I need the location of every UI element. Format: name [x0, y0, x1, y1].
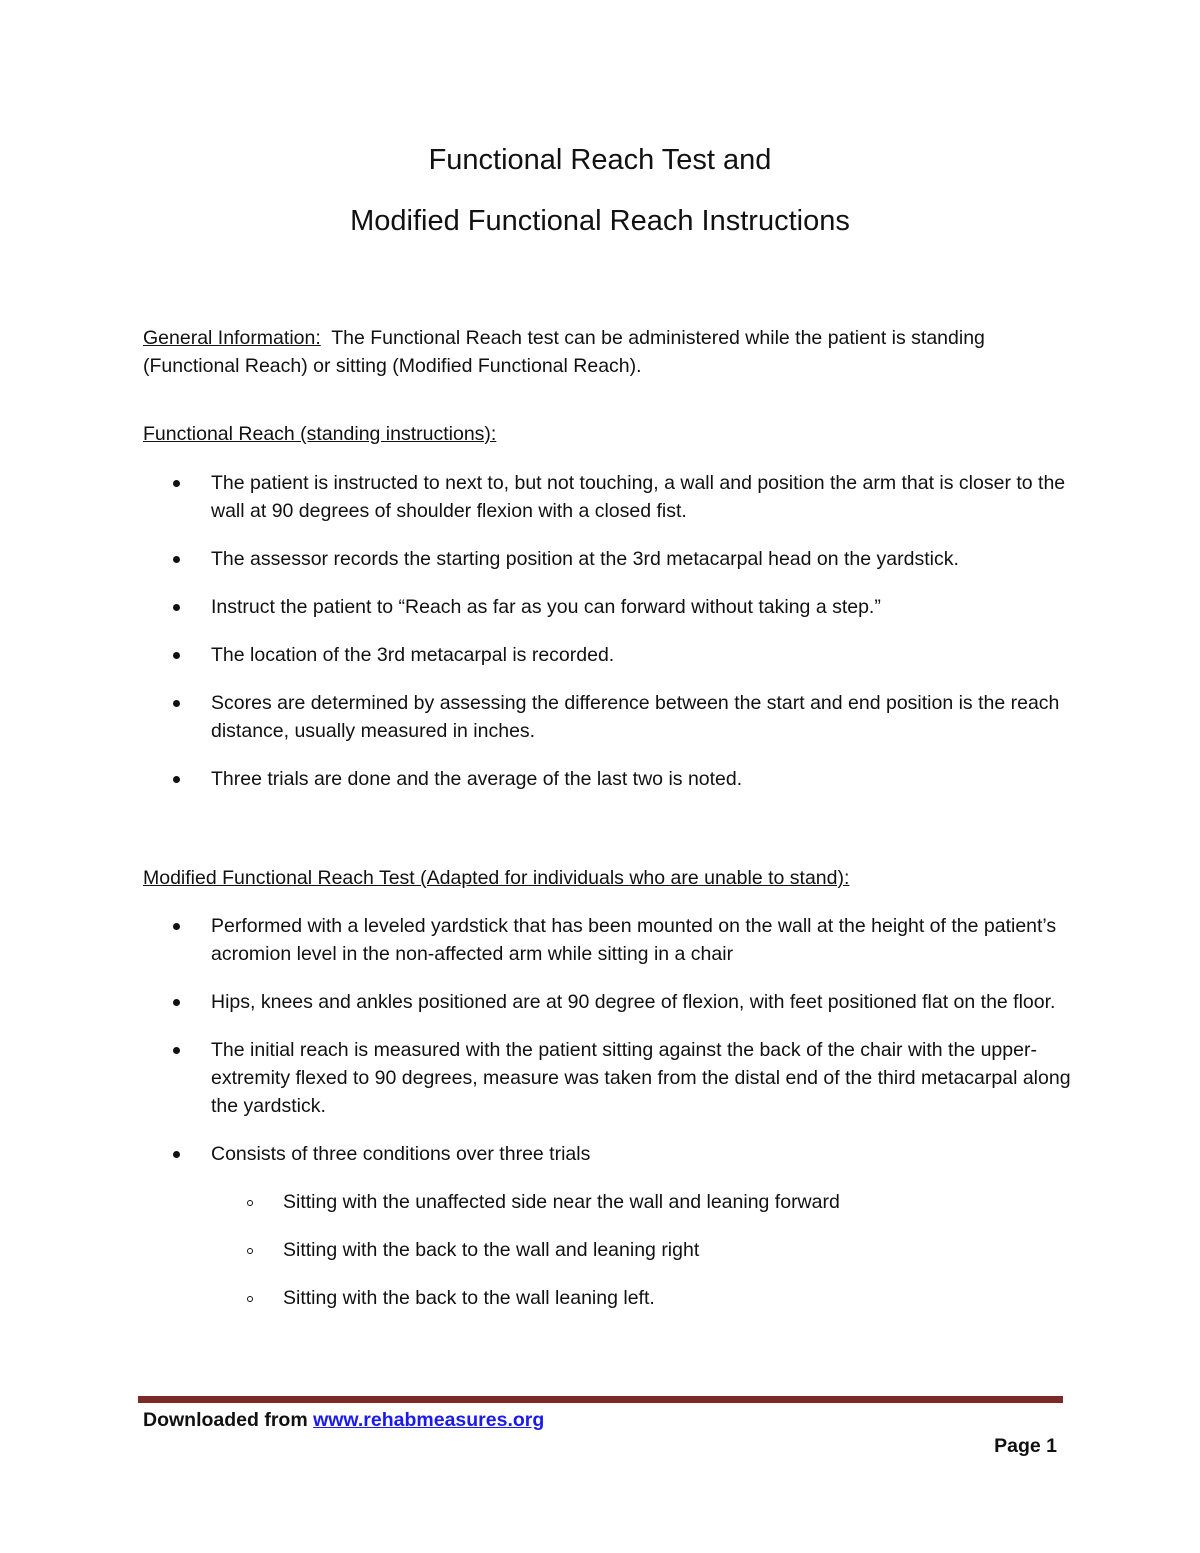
list-item-text: Hips, knees and ankles positioned are at 90 degree of flexion, with feet positioned flat on the floor.: [211, 991, 1056, 1013]
list-item-text: The location of the 3rd metacarpal is recorded.: [211, 644, 615, 666]
bullet-icon: [173, 999, 180, 1006]
sublist-item-text: Sitting with the unaffected side near the wall and leaning forward: [283, 1191, 840, 1213]
sublist-item: [211, 1236, 1080, 1264]
hollow-bullet-icon: [247, 1296, 253, 1302]
list-item-text: The assessor records the starting position at the 3rd metacarpal head on the yardstick.: [211, 548, 959, 570]
document-title-line-2: Modified Functional Reach Instructions: [350, 205, 850, 237]
list-item: [0, 765, 1200, 793]
bullet-icon: [173, 556, 180, 563]
list-item-text: The patient is instructed to next to, but not touching, a wall and position the arm that is closer to the wall at 90 degrees of shoulder flexion with a closed fist.: [211, 472, 1066, 522]
sublist-item: [211, 1284, 1080, 1312]
conditions-sublist: [211, 1188, 1080, 1312]
list-item: [0, 1140, 1200, 1312]
rehabmeasures-link[interactable]: www.rehabmeasures.org: [313, 1409, 545, 1431]
list-item-text: Performed with a leveled yardstick that has been mounted on the wall at the height of the patient’s acromion level in the non-affected arm while sitting in a chair: [211, 915, 1057, 965]
modified-instructions-list: [0, 912, 1200, 1332]
footer-downloaded: [143, 1407, 544, 1433]
bullet-icon: [173, 1151, 180, 1158]
hollow-bullet-icon: [247, 1248, 253, 1254]
general-information-paragraph: [143, 324, 1043, 380]
list-item: [0, 545, 1200, 573]
list-item: [0, 912, 1200, 968]
list-item-text: Three trials are done and the average of the last two is noted.: [211, 768, 743, 790]
list-item-text: Consists of three conditions over three trials: [211, 1143, 591, 1165]
sublist-item-text: Sitting with the back to the wall and leaning right: [283, 1239, 700, 1261]
general-information-text: The Functional Reach test can be administered while the patient is standing (Functional Reach) or sitting (Modified Functional Reach).: [143, 327, 991, 377]
list-item: [0, 689, 1200, 745]
sublist-item-text: Sitting with the back to the wall leaning left.: [283, 1287, 655, 1309]
list-item-text: Instruct the patient to “Reach as far as you can forward without taking a step.”: [211, 596, 881, 618]
list-item: [0, 988, 1200, 1016]
sublist-item: [211, 1188, 1080, 1216]
hollow-bullet-icon: [247, 1200, 253, 1206]
list-item: [0, 593, 1200, 621]
list-item-text: Scores are determined by assessing the difference between the start and end position is the reach distance, usually measured in inches.: [211, 692, 1060, 742]
footer-downloaded-label: Downloaded from: [143, 1409, 314, 1431]
bullet-icon: [173, 923, 180, 930]
footer-divider: [138, 1396, 1063, 1403]
bullet-icon: [173, 604, 180, 611]
standing-instructions-heading: Functional Reach (standing instructions):: [143, 423, 497, 445]
list-item: [0, 641, 1200, 669]
list-item: [0, 1036, 1200, 1120]
general-information-label: General Information:: [143, 327, 321, 349]
page-number: Page 1: [994, 1435, 1057, 1457]
bullet-icon: [173, 480, 180, 487]
list-item: [0, 469, 1200, 525]
bullet-icon: [173, 1047, 180, 1054]
modified-test-heading: Modified Functional Reach Test (Adapted for individuals who are unable to stand):: [143, 867, 850, 889]
bullet-icon: [173, 700, 180, 707]
bullet-icon: [173, 652, 180, 659]
bullet-icon: [173, 776, 180, 783]
list-item-text: The initial reach is measured with the patient sitting against the back of the chair with the upper-extremity flexed to 90 degrees, measure was taken from the distal end of the third metacarpal along the yardstick.: [211, 1039, 1071, 1117]
document-title-line-1: Functional Reach Test and: [428, 144, 772, 176]
standing-instructions-list: [0, 469, 1200, 813]
